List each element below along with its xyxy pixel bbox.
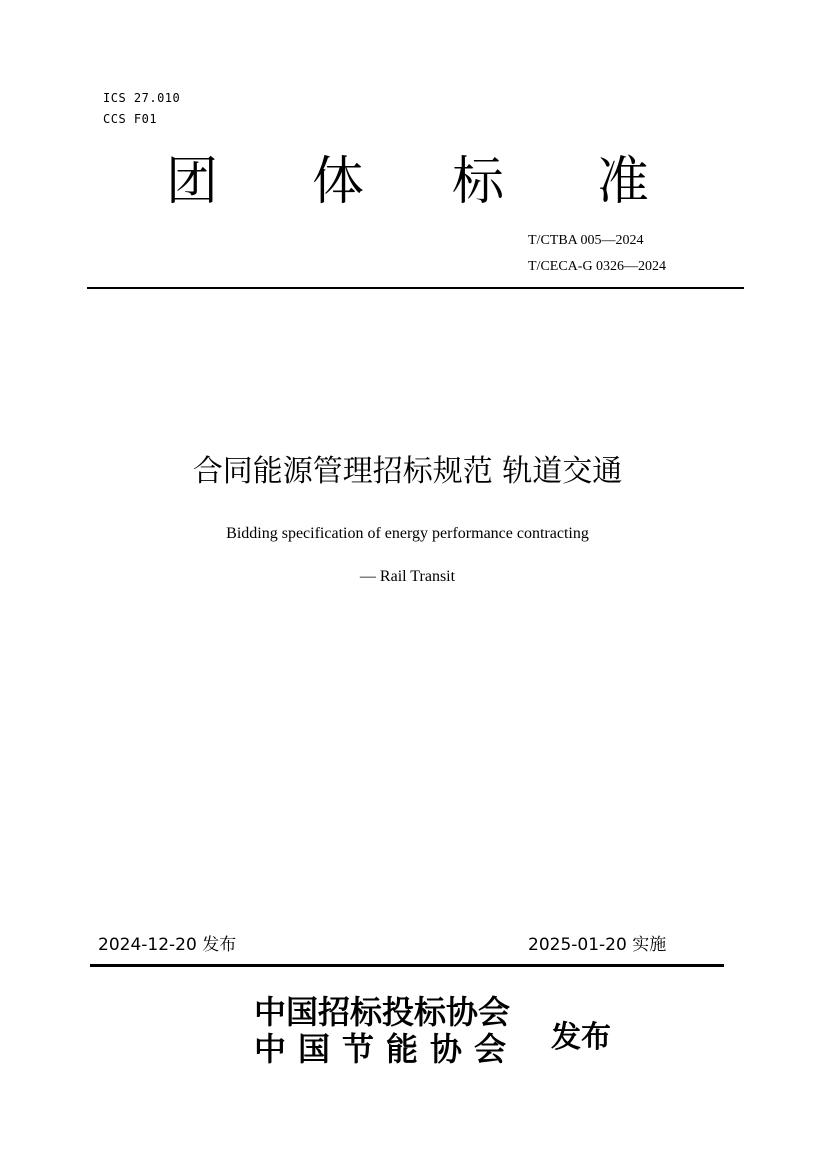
publish-date: 2024-12-20 发布	[98, 935, 237, 955]
issuing-org-1: 中国招标投标协会	[254, 993, 511, 1031]
standard-type-char-3: 标	[452, 152, 505, 212]
standard-code-ctba: T/CTBA 005—2024	[528, 233, 644, 248]
document-title-english: Bidding specification of energy performance contracting	[226, 525, 589, 542]
standard-type-char-4: 准	[597, 152, 650, 212]
document-subtitle-english: — Rail Transit	[359, 568, 456, 585]
bottom-divider	[90, 964, 724, 967]
document-title-chinese: 合同能源管理招标规范 轨道交通	[192, 454, 623, 489]
ccs-code: CCS F01	[103, 112, 158, 126]
issuing-org-2: 中国节能协会	[254, 1030, 519, 1068]
standard-type-char-1: 团	[166, 152, 219, 212]
top-divider	[87, 287, 744, 289]
implementation-date: 2025-01-20 实施	[528, 935, 667, 955]
issue-label: 发布	[551, 1020, 611, 1055]
ics-code: ICS 27.010	[103, 91, 181, 105]
standard-code-ceca: T/CECA-G 0326—2024	[528, 259, 667, 274]
standard-type-char-2: 体	[312, 152, 365, 212]
